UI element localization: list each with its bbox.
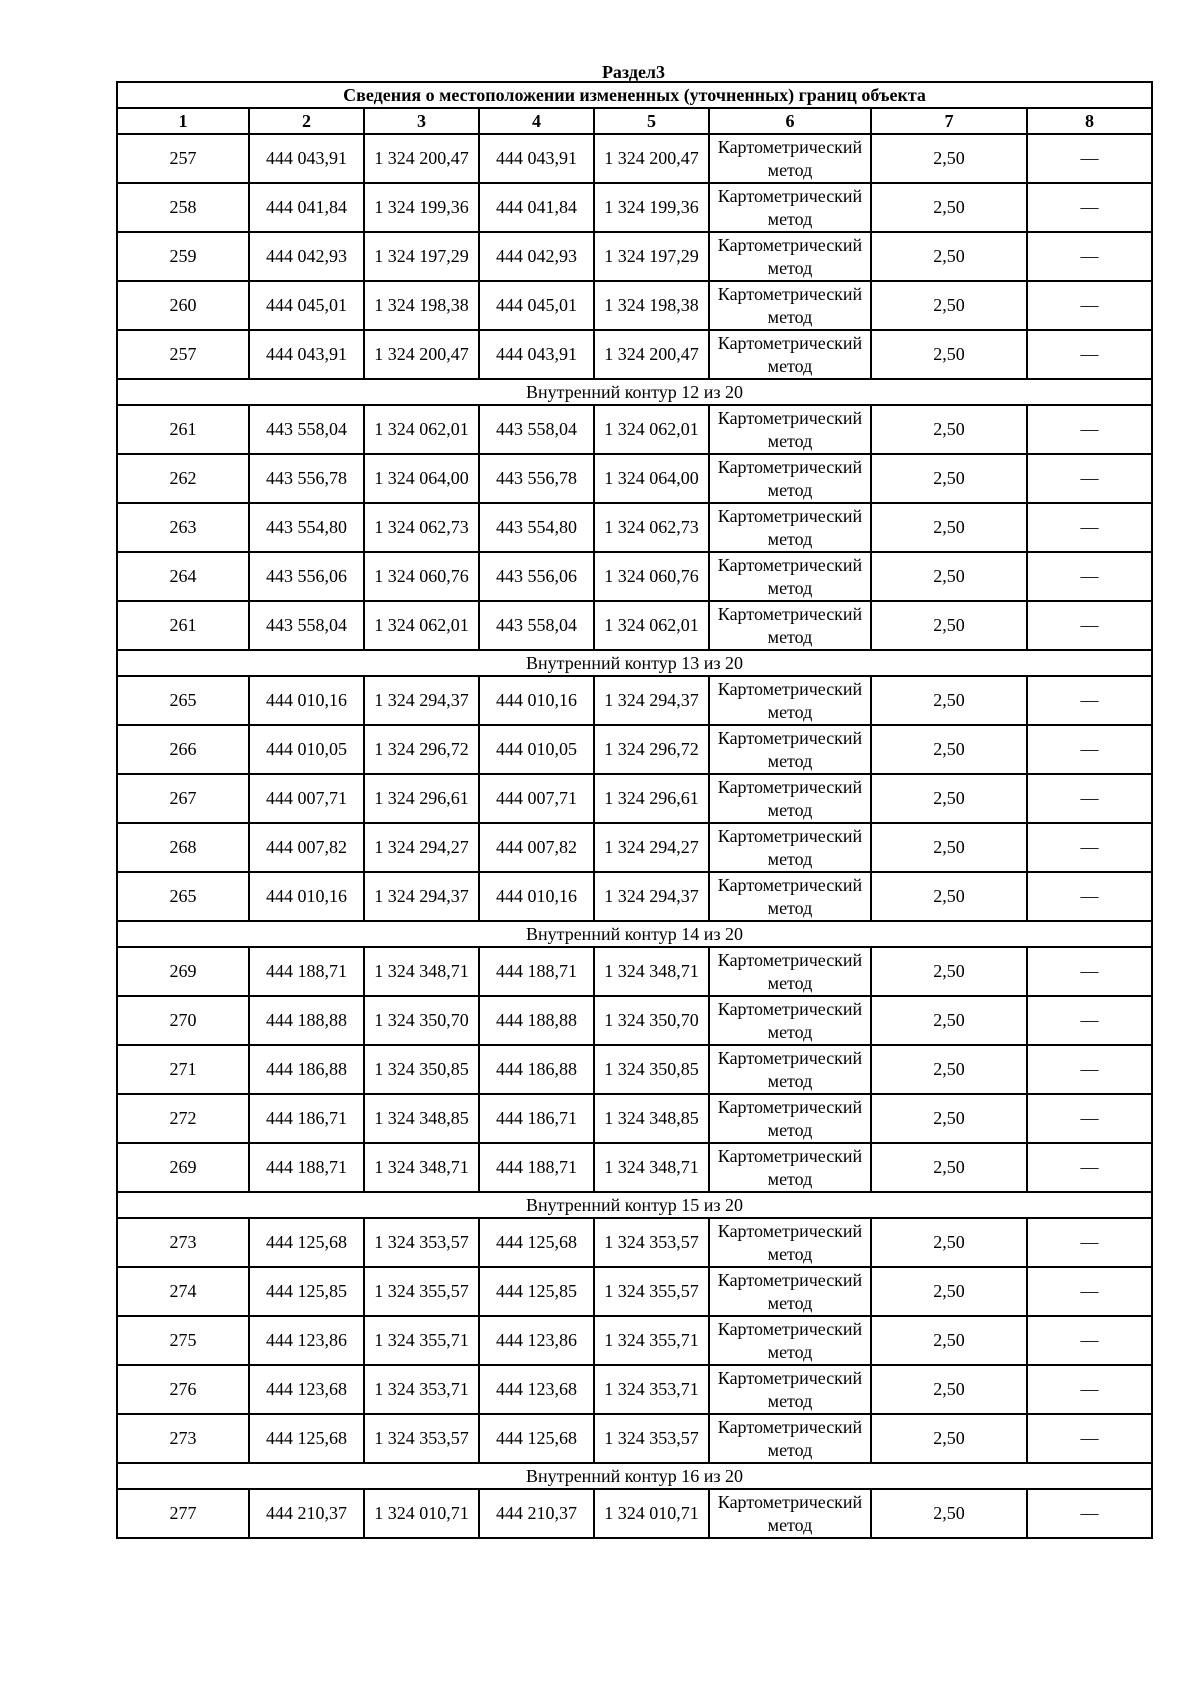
table-row <box>117 872 1152 921</box>
note-cell: — <box>1027 1267 1152 1316</box>
column-number-6: 6 <box>709 108 871 134</box>
note-cell: — <box>1027 872 1152 921</box>
accuracy-cell: 2,50 <box>871 1414 1027 1463</box>
x-old-cell: 444 007,71 <box>249 774 364 823</box>
method-cell: Картометрический метод <box>709 676 871 725</box>
y-new-cell: 1 324 294,27 <box>594 823 709 872</box>
y-old-cell: 1 324 353,57 <box>364 1218 479 1267</box>
note-cell: — <box>1027 1143 1152 1192</box>
point-number-cell: 267 <box>117 774 249 823</box>
y-new-cell: 1 324 010,71 <box>594 1489 709 1538</box>
accuracy-cell: 2,50 <box>871 601 1027 650</box>
y-old-cell: 1 324 010,71 <box>364 1489 479 1538</box>
section-title: Раздел3 <box>601 62 666 82</box>
x-new-cell: 443 554,80 <box>479 503 594 552</box>
point-number-cell: 277 <box>117 1489 249 1538</box>
y-new-cell: 1 324 062,01 <box>594 405 709 454</box>
y-new-cell: 1 324 062,01 <box>594 601 709 650</box>
y-new-cell: 1 324 353,57 <box>594 1414 709 1463</box>
x-old-cell: 444 188,71 <box>249 1143 364 1192</box>
method-cell: Картометрический метод <box>709 1045 871 1094</box>
accuracy-cell: 2,50 <box>871 330 1027 379</box>
y-new-cell: 1 324 348,71 <box>594 947 709 996</box>
x-old-cell: 444 186,71 <box>249 1094 364 1143</box>
note-cell: — <box>1027 330 1152 379</box>
point-number-cell: 264 <box>117 552 249 601</box>
note-cell: — <box>1027 1316 1152 1365</box>
method-cell: Картометрический метод <box>709 183 871 232</box>
accuracy-cell: 2,50 <box>871 454 1027 503</box>
y-new-cell: 1 324 296,61 <box>594 774 709 823</box>
column-number-7: 7 <box>871 108 1027 134</box>
accuracy-cell: 2,50 <box>871 1094 1027 1143</box>
point-number-cell: 269 <box>117 1143 249 1192</box>
method-cell: Картометрический метод <box>709 823 871 872</box>
accuracy-cell: 2,50 <box>871 996 1027 1045</box>
y-new-cell: 1 324 197,29 <box>594 232 709 281</box>
point-number-cell: 273 <box>117 1218 249 1267</box>
x-new-cell: 444 125,85 <box>479 1267 594 1316</box>
note-cell: — <box>1027 1489 1152 1538</box>
y-old-cell: 1 324 060,76 <box>364 552 479 601</box>
point-number-cell: 269 <box>117 947 249 996</box>
x-old-cell: 444 010,16 <box>249 676 364 725</box>
y-new-cell: 1 324 294,37 <box>594 872 709 921</box>
note-cell: — <box>1027 281 1152 330</box>
column-number-8: 8 <box>1027 108 1152 134</box>
table-row <box>117 947 1152 996</box>
y-old-cell: 1 324 353,57 <box>364 1414 479 1463</box>
x-new-cell: 443 558,04 <box>479 405 594 454</box>
note-cell: — <box>1027 454 1152 503</box>
x-new-cell: 444 210,37 <box>479 1489 594 1538</box>
note-cell: — <box>1027 1414 1152 1463</box>
x-old-cell: 444 042,93 <box>249 232 364 281</box>
y-old-cell: 1 324 200,47 <box>364 330 479 379</box>
x-old-cell: 444 186,88 <box>249 1045 364 1094</box>
x-new-cell: 444 010,16 <box>479 676 594 725</box>
accuracy-cell: 2,50 <box>871 281 1027 330</box>
method-cell: Картометрический метод <box>709 330 871 379</box>
point-number-cell: 261 <box>117 601 249 650</box>
y-old-cell: 1 324 296,72 <box>364 725 479 774</box>
table-row <box>117 1414 1152 1463</box>
x-old-cell: 444 123,86 <box>249 1316 364 1365</box>
x-new-cell: 444 125,68 <box>479 1414 594 1463</box>
table-row <box>117 823 1152 872</box>
x-old-cell: 444 010,16 <box>249 872 364 921</box>
column-number-row <box>117 108 1152 134</box>
x-new-cell: 444 043,91 <box>479 330 594 379</box>
contour-heading-row <box>117 1463 1152 1489</box>
y-old-cell: 1 324 350,70 <box>364 996 479 1045</box>
y-old-cell: 1 324 350,85 <box>364 1045 479 1094</box>
table-row <box>117 1143 1152 1192</box>
method-cell: Картометрический метод <box>709 405 871 454</box>
y-new-cell: 1 324 353,57 <box>594 1218 709 1267</box>
y-old-cell: 1 324 062,01 <box>364 405 479 454</box>
x-new-cell: 444 188,71 <box>479 947 594 996</box>
note-cell: — <box>1027 1218 1152 1267</box>
x-old-cell: 444 043,91 <box>249 134 364 183</box>
method-cell: Картометрический метод <box>709 601 871 650</box>
point-number-cell: 265 <box>117 872 249 921</box>
y-old-cell: 1 324 294,27 <box>364 823 479 872</box>
table-row <box>117 1365 1152 1414</box>
column-number-2: 2 <box>249 108 364 134</box>
point-number-cell: 270 <box>117 996 249 1045</box>
y-old-cell: 1 324 062,01 <box>364 601 479 650</box>
method-cell: Картометрический метод <box>709 774 871 823</box>
method-cell: Картометрический метод <box>709 1489 871 1538</box>
method-cell: Картометрический метод <box>709 503 871 552</box>
table-row <box>117 183 1152 232</box>
note-cell: — <box>1027 823 1152 872</box>
column-number-1: 1 <box>117 108 249 134</box>
x-new-cell: 444 042,93 <box>479 232 594 281</box>
method-cell: Картометрический метод <box>709 1267 871 1316</box>
y-new-cell: 1 324 062,73 <box>594 503 709 552</box>
point-number-cell: 266 <box>117 725 249 774</box>
table-row <box>117 1045 1152 1094</box>
x-old-cell: 443 556,06 <box>249 552 364 601</box>
point-number-cell: 261 <box>117 405 249 454</box>
contour-label: Внутренний контур 12 из 20 <box>117 379 1152 405</box>
x-old-cell: 444 125,68 <box>249 1218 364 1267</box>
column-number-4: 4 <box>479 108 594 134</box>
method-cell: Картометрический метод <box>709 281 871 330</box>
y-old-cell: 1 324 348,71 <box>364 947 479 996</box>
table-row <box>117 1267 1152 1316</box>
x-new-cell: 444 043,91 <box>479 134 594 183</box>
y-new-cell: 1 324 350,85 <box>594 1045 709 1094</box>
y-old-cell: 1 324 348,85 <box>364 1094 479 1143</box>
y-new-cell: 1 324 355,57 <box>594 1267 709 1316</box>
x-old-cell: 444 045,01 <box>249 281 364 330</box>
method-cell: Картометрический метод <box>709 232 871 281</box>
x-new-cell: 444 041,84 <box>479 183 594 232</box>
x-new-cell: 444 123,68 <box>479 1365 594 1414</box>
x-new-cell: 444 188,71 <box>479 1143 594 1192</box>
table-row <box>117 232 1152 281</box>
y-old-cell: 1 324 353,71 <box>364 1365 479 1414</box>
note-cell: — <box>1027 725 1152 774</box>
method-cell: Картометрический метод <box>709 1414 871 1463</box>
x-new-cell: 444 186,88 <box>479 1045 594 1094</box>
table-row <box>117 552 1152 601</box>
note-cell: — <box>1027 676 1152 725</box>
y-old-cell: 1 324 199,36 <box>364 183 479 232</box>
y-old-cell: 1 324 294,37 <box>364 676 479 725</box>
x-new-cell: 443 558,04 <box>479 601 594 650</box>
y-new-cell: 1 324 060,76 <box>594 552 709 601</box>
note-cell: — <box>1027 996 1152 1045</box>
contour-heading-row <box>117 379 1152 405</box>
method-cell: Картометрический метод <box>709 454 871 503</box>
table-row <box>117 454 1152 503</box>
note-cell: — <box>1027 503 1152 552</box>
note-cell: — <box>1027 134 1152 183</box>
method-cell: Картометрический метод <box>709 1143 871 1192</box>
accuracy-cell: 2,50 <box>871 676 1027 725</box>
method-cell: Картометрический метод <box>709 134 871 183</box>
accuracy-cell: 2,50 <box>871 725 1027 774</box>
y-new-cell: 1 324 198,38 <box>594 281 709 330</box>
point-number-cell: 274 <box>117 1267 249 1316</box>
contour-label: Внутренний контур 14 из 20 <box>117 921 1152 947</box>
x-old-cell: 444 188,88 <box>249 996 364 1045</box>
accuracy-cell: 2,50 <box>871 774 1027 823</box>
y-old-cell: 1 324 200,47 <box>364 134 479 183</box>
contour-heading-row <box>117 1192 1152 1218</box>
note-cell: — <box>1027 1045 1152 1094</box>
accuracy-cell: 2,50 <box>871 1365 1027 1414</box>
table-caption: Сведения о местоположении измененных (уточненных) границ объекта <box>117 82 1152 108</box>
x-new-cell: 444 188,88 <box>479 996 594 1045</box>
point-number-cell: 276 <box>117 1365 249 1414</box>
y-new-cell: 1 324 355,71 <box>594 1316 709 1365</box>
accuracy-cell: 2,50 <box>871 947 1027 996</box>
point-number-cell: 259 <box>117 232 249 281</box>
note-cell: — <box>1027 947 1152 996</box>
accuracy-cell: 2,50 <box>871 503 1027 552</box>
x-old-cell: 443 554,80 <box>249 503 364 552</box>
x-new-cell: 444 045,01 <box>479 281 594 330</box>
point-number-cell: 272 <box>117 1094 249 1143</box>
accuracy-cell: 2,50 <box>871 134 1027 183</box>
x-old-cell: 444 210,37 <box>249 1489 364 1538</box>
accuracy-cell: 2,50 <box>871 1316 1027 1365</box>
accuracy-cell: 2,50 <box>871 823 1027 872</box>
method-cell: Картометрический метод <box>709 1218 871 1267</box>
table-row <box>117 601 1152 650</box>
point-number-cell: 257 <box>117 134 249 183</box>
point-number-cell: 262 <box>117 454 249 503</box>
method-cell: Картометрический метод <box>709 1316 871 1365</box>
x-old-cell: 444 010,05 <box>249 725 364 774</box>
x-old-cell: 444 043,91 <box>249 330 364 379</box>
y-old-cell: 1 324 294,37 <box>364 872 479 921</box>
x-new-cell: 444 007,71 <box>479 774 594 823</box>
table-row <box>117 725 1152 774</box>
x-new-cell: 444 007,82 <box>479 823 594 872</box>
y-old-cell: 1 324 296,61 <box>364 774 479 823</box>
y-new-cell: 1 324 199,36 <box>594 183 709 232</box>
x-old-cell: 443 558,04 <box>249 405 364 454</box>
accuracy-cell: 2,50 <box>871 1267 1027 1316</box>
y-new-cell: 1 324 353,71 <box>594 1365 709 1414</box>
accuracy-cell: 2,50 <box>871 1045 1027 1094</box>
table-row <box>117 1094 1152 1143</box>
contour-label: Внутренний контур 15 из 20 <box>117 1192 1152 1218</box>
method-cell: Картометрический метод <box>709 552 871 601</box>
note-cell: — <box>1027 1365 1152 1414</box>
y-old-cell: 1 324 355,71 <box>364 1316 479 1365</box>
method-cell: Картометрический метод <box>709 1094 871 1143</box>
note-cell: — <box>1027 232 1152 281</box>
table-row <box>117 330 1152 379</box>
column-number-5: 5 <box>594 108 709 134</box>
table-row <box>117 1218 1152 1267</box>
method-cell: Картометрический метод <box>709 996 871 1045</box>
y-new-cell: 1 324 348,71 <box>594 1143 709 1192</box>
x-old-cell: 444 125,85 <box>249 1267 364 1316</box>
x-new-cell: 443 556,06 <box>479 552 594 601</box>
table-row <box>117 134 1152 183</box>
point-number-cell: 257 <box>117 330 249 379</box>
accuracy-cell: 2,50 <box>871 552 1027 601</box>
x-new-cell: 444 010,16 <box>479 872 594 921</box>
y-old-cell: 1 324 197,29 <box>364 232 479 281</box>
x-old-cell: 444 188,71 <box>249 947 364 996</box>
x-old-cell: 444 007,82 <box>249 823 364 872</box>
contour-heading-row <box>117 921 1152 947</box>
x-new-cell: 444 186,71 <box>479 1094 594 1143</box>
y-new-cell: 1 324 350,70 <box>594 996 709 1045</box>
note-cell: — <box>1027 552 1152 601</box>
y-new-cell: 1 324 064,00 <box>594 454 709 503</box>
x-old-cell: 444 125,68 <box>249 1414 364 1463</box>
accuracy-cell: 2,50 <box>871 232 1027 281</box>
table-row <box>117 676 1152 725</box>
y-old-cell: 1 324 062,73 <box>364 503 479 552</box>
x-new-cell: 443 556,78 <box>479 454 594 503</box>
contour-heading-row <box>117 650 1152 676</box>
x-old-cell: 443 558,04 <box>249 601 364 650</box>
accuracy-cell: 2,50 <box>871 183 1027 232</box>
point-number-cell: 258 <box>117 183 249 232</box>
contour-label: Внутренний контур 16 из 20 <box>117 1463 1152 1489</box>
table-row <box>117 774 1152 823</box>
x-old-cell: 444 041,84 <box>249 183 364 232</box>
column-number-3: 3 <box>364 108 479 134</box>
note-cell: — <box>1027 1094 1152 1143</box>
accuracy-cell: 2,50 <box>871 1218 1027 1267</box>
x-old-cell: 444 123,68 <box>249 1365 364 1414</box>
y-old-cell: 1 324 355,57 <box>364 1267 479 1316</box>
method-cell: Картометрический метод <box>709 872 871 921</box>
accuracy-cell: 2,50 <box>871 872 1027 921</box>
table-row <box>117 405 1152 454</box>
y-new-cell: 1 324 200,47 <box>594 330 709 379</box>
point-number-cell: 263 <box>117 503 249 552</box>
y-new-cell: 1 324 348,85 <box>594 1094 709 1143</box>
y-new-cell: 1 324 296,72 <box>594 725 709 774</box>
note-cell: — <box>1027 601 1152 650</box>
table-row <box>117 1489 1152 1538</box>
method-cell: Картометрический метод <box>709 725 871 774</box>
table-caption-row <box>117 82 1152 108</box>
point-number-cell: 271 <box>117 1045 249 1094</box>
y-old-cell: 1 324 198,38 <box>364 281 479 330</box>
y-old-cell: 1 324 064,00 <box>364 454 479 503</box>
point-number-cell: 268 <box>117 823 249 872</box>
y-new-cell: 1 324 200,47 <box>594 134 709 183</box>
method-cell: Картометрический метод <box>709 947 871 996</box>
note-cell: — <box>1027 405 1152 454</box>
x-new-cell: 444 010,05 <box>479 725 594 774</box>
point-number-cell: 273 <box>117 1414 249 1463</box>
accuracy-cell: 2,50 <box>871 1143 1027 1192</box>
accuracy-cell: 2,50 <box>871 1489 1027 1538</box>
note-cell: — <box>1027 774 1152 823</box>
boundary-coordinates-table <box>116 81 1153 1539</box>
table-row <box>117 1316 1152 1365</box>
table-row <box>117 281 1152 330</box>
method-cell: Картометрический метод <box>709 1365 871 1414</box>
point-number-cell: 265 <box>117 676 249 725</box>
y-old-cell: 1 324 348,71 <box>364 1143 479 1192</box>
contour-label: Внутренний контур 13 из 20 <box>117 650 1152 676</box>
accuracy-cell: 2,50 <box>871 405 1027 454</box>
point-number-cell: 275 <box>117 1316 249 1365</box>
y-new-cell: 1 324 294,37 <box>594 676 709 725</box>
x-new-cell: 444 125,68 <box>479 1218 594 1267</box>
x-new-cell: 444 123,86 <box>479 1316 594 1365</box>
table-row <box>117 503 1152 552</box>
point-number-cell: 260 <box>117 281 249 330</box>
table-row <box>117 996 1152 1045</box>
x-old-cell: 443 556,78 <box>249 454 364 503</box>
note-cell: — <box>1027 183 1152 232</box>
